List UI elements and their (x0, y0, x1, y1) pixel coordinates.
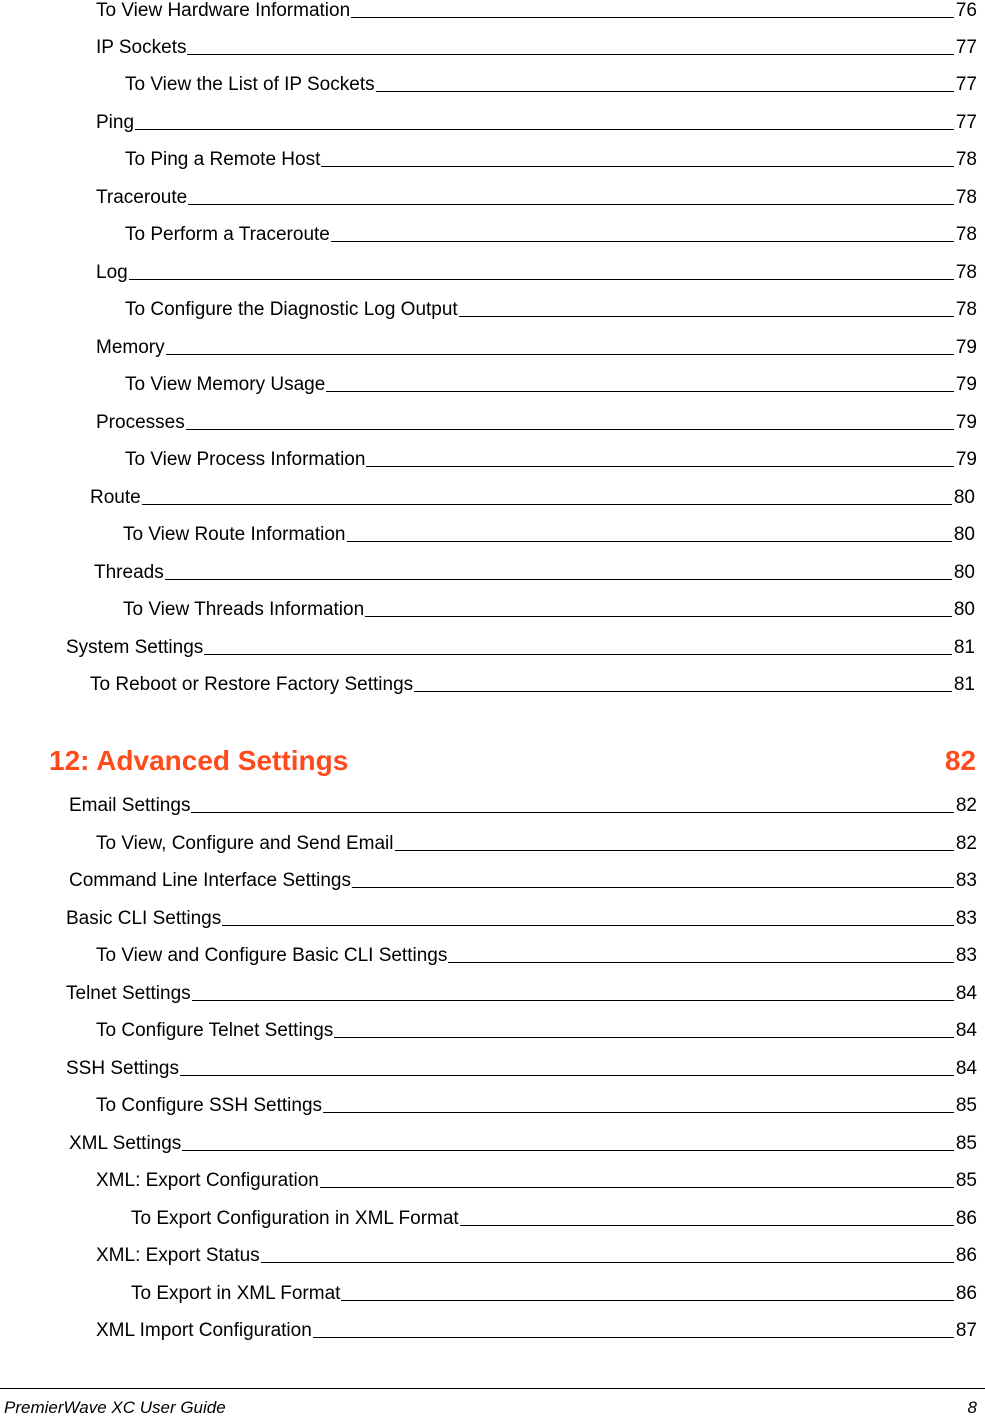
toc-entry-title: To Configure SSH Settings (96, 1095, 323, 1116)
toc-entry-title: To View Route Information (123, 524, 346, 545)
toc-entry-title: Route (90, 487, 141, 508)
dot-leader (191, 812, 953, 813)
toc-entry[interactable] (96, 35, 977, 59)
dot-leader (166, 354, 954, 355)
dot-leader (414, 691, 952, 692)
dot-leader (351, 17, 954, 18)
toc-entry-title: To View and Configure Basic CLI Settings (96, 945, 448, 966)
toc-entry-title: To Export in XML Format (131, 1283, 341, 1304)
dot-leader (187, 54, 953, 55)
dot-leader (186, 429, 954, 430)
dot-leader (142, 504, 952, 505)
toc-entry-title: Processes (96, 412, 185, 433)
toc-entry-page: 85 (955, 1170, 977, 1191)
dot-leader (460, 1225, 954, 1226)
dot-leader (261, 1262, 954, 1263)
toc-entry-page: 80 (953, 562, 975, 583)
dot-leader (180, 1075, 954, 1076)
toc-entry[interactable] (123, 597, 975, 621)
toc-entry-title: XML: Export Configuration (96, 1170, 319, 1191)
toc-entry-title: To View the List of IP Sockets (125, 74, 375, 95)
toc-entry-page: 85 (955, 1095, 977, 1116)
toc-entry-page: 83 (955, 908, 977, 929)
toc-entry-title: System Settings (66, 637, 204, 658)
toc-entry-title: XML Import Configuration (96, 1320, 312, 1341)
toc-entry[interactable] (125, 372, 977, 396)
toc-entry[interactable] (66, 635, 975, 659)
toc-entry-title: To View, Configure and Send Email (96, 833, 394, 854)
toc-entry-page: 86 (955, 1283, 977, 1304)
toc-entry-page: 78 (955, 149, 977, 170)
dot-leader (448, 962, 954, 963)
toc-entry-title: Log (96, 262, 128, 283)
dot-leader (347, 541, 952, 542)
toc-entry[interactable] (96, 943, 977, 967)
footer-page-number: 8 (967, 1398, 977, 1417)
toc-entry-page: 77 (955, 37, 977, 58)
toc-entry[interactable] (66, 981, 977, 1005)
footer-divider (0, 1388, 985, 1389)
toc-entry[interactable] (125, 297, 977, 321)
toc-entry-page: 81 (953, 637, 975, 658)
toc-entry-page: 79 (955, 337, 977, 358)
toc-entry-title: Ping (96, 112, 135, 133)
toc-entry[interactable] (96, 1018, 977, 1042)
dot-leader (165, 579, 952, 580)
toc-entry[interactable] (94, 560, 975, 584)
toc-entry[interactable] (96, 0, 977, 22)
toc-entry-title: Traceroute (96, 187, 188, 208)
dot-leader (366, 466, 953, 467)
toc-entry-page: 78 (955, 224, 977, 245)
toc-entry-title: To Export Configuration in XML Format (131, 1208, 459, 1229)
toc-entry[interactable] (96, 410, 977, 434)
toc-entry[interactable] (96, 185, 977, 209)
toc-entry-page: 79 (955, 374, 977, 395)
toc-entry[interactable] (131, 1281, 977, 1305)
toc-entry[interactable] (96, 831, 977, 855)
toc-entry-title: Threads (94, 562, 164, 583)
toc-entry-page: 81 (953, 674, 975, 695)
toc-entry[interactable] (96, 1093, 977, 1117)
dot-leader (321, 166, 953, 167)
toc-entry[interactable] (90, 672, 975, 696)
toc-entry-title: To View Process Information (125, 449, 366, 470)
toc-entry-page: 77 (955, 112, 977, 133)
toc-entry-page: 87 (955, 1320, 977, 1341)
dot-leader (192, 1000, 954, 1001)
toc-entry-page: 83 (955, 945, 977, 966)
toc-entry-page: 80 (953, 524, 975, 545)
dot-leader (222, 925, 954, 926)
toc-entry-title: To View Hardware Information (96, 0, 351, 21)
dot-leader (341, 1300, 953, 1301)
toc-entry-title: To Configure the Diagnostic Log Output (125, 299, 458, 320)
toc-entry-page: 79 (955, 412, 977, 433)
toc-entry-title: To View Threads Information (123, 599, 365, 620)
toc-entry-title: Telnet Settings (66, 983, 191, 1004)
footer-guide-title: PremierWave XC User Guide (4, 1398, 226, 1417)
toc-entry-page: 79 (955, 449, 977, 470)
toc-entry-page: 80 (953, 487, 975, 508)
dot-leader (331, 241, 954, 242)
toc-entry-title: XML Settings (69, 1133, 182, 1154)
toc-entry-title: Email Settings (69, 795, 191, 816)
dot-leader (459, 316, 954, 317)
toc-entry-title: SSH Settings (66, 1058, 179, 1079)
toc-entry-title: IP Sockets (96, 37, 187, 58)
toc-entry[interactable] (96, 110, 977, 134)
dot-leader (365, 616, 952, 617)
dot-leader (376, 91, 954, 92)
chapter-page: 82 (944, 745, 976, 776)
toc-entry[interactable] (90, 485, 975, 509)
dot-leader (352, 887, 954, 888)
toc-entry-title: XML: Export Status (96, 1245, 260, 1266)
toc-entry-page: 84 (955, 1020, 977, 1041)
toc-entry-page: 84 (955, 983, 977, 1004)
chapter-title: 12: Advanced Settings (49, 745, 349, 776)
toc-entry[interactable] (96, 335, 977, 359)
toc-entry[interactable] (66, 906, 977, 930)
toc-entry[interactable] (125, 447, 977, 471)
toc-entry[interactable] (123, 522, 975, 546)
toc-entry-page: 86 (955, 1245, 977, 1266)
toc-entry-title: To Perform a Traceroute (125, 224, 330, 245)
toc-entry[interactable] (125, 147, 977, 171)
toc-entry[interactable] (96, 1243, 977, 1267)
dot-leader (320, 1187, 954, 1188)
toc-entry-title: To Ping a Remote Host (125, 149, 321, 170)
toc-entry-title: To Reboot or Restore Factory Settings (90, 674, 414, 695)
toc-entry-page: 78 (955, 299, 977, 320)
toc-entry[interactable] (96, 1318, 977, 1342)
dot-leader (188, 204, 954, 205)
toc-entry-page: 84 (955, 1058, 977, 1079)
toc-entry[interactable] (131, 1206, 977, 1230)
toc-entry[interactable] (69, 793, 977, 817)
toc-entry-title: Command Line Interface Settings (69, 870, 351, 891)
toc-entry-title: Memory (96, 337, 165, 358)
toc-entry[interactable] (125, 72, 977, 96)
dot-leader (204, 654, 952, 655)
toc-entry-page: 77 (955, 74, 977, 95)
page-footer (4, 1398, 977, 1418)
toc-entry-page: 80 (953, 599, 975, 620)
toc-entry-page: 85 (955, 1133, 977, 1154)
toc-entry[interactable] (125, 222, 977, 246)
toc-entry-page: 82 (955, 833, 977, 854)
toc-entry-page: 78 (955, 262, 977, 283)
toc-entry[interactable] (96, 1168, 977, 1192)
toc-entry-title: Basic CLI Settings (66, 908, 222, 929)
toc-entry-page: 78 (955, 187, 977, 208)
toc-entry-page: 76 (955, 0, 977, 21)
dot-leader (334, 1037, 954, 1038)
dot-leader (326, 391, 954, 392)
toc-entry[interactable] (69, 1131, 977, 1155)
toc-entry[interactable] (69, 868, 977, 892)
dot-leader (323, 1112, 954, 1113)
toc-entry-title: To Configure Telnet Settings (96, 1020, 334, 1041)
dot-leader (129, 279, 954, 280)
chapter-heading[interactable] (49, 744, 976, 778)
toc-entry[interactable] (66, 1056, 977, 1080)
toc-entry-page: 82 (955, 795, 977, 816)
toc-entry-page: 86 (955, 1208, 977, 1229)
dot-leader (135, 129, 954, 130)
dot-leader (395, 850, 954, 851)
dot-leader (313, 1337, 954, 1338)
dot-leader (182, 1150, 954, 1151)
toc-entry[interactable] (96, 260, 977, 284)
toc-entry-page: 83 (955, 870, 977, 891)
toc-entry-title: To View Memory Usage (125, 374, 326, 395)
